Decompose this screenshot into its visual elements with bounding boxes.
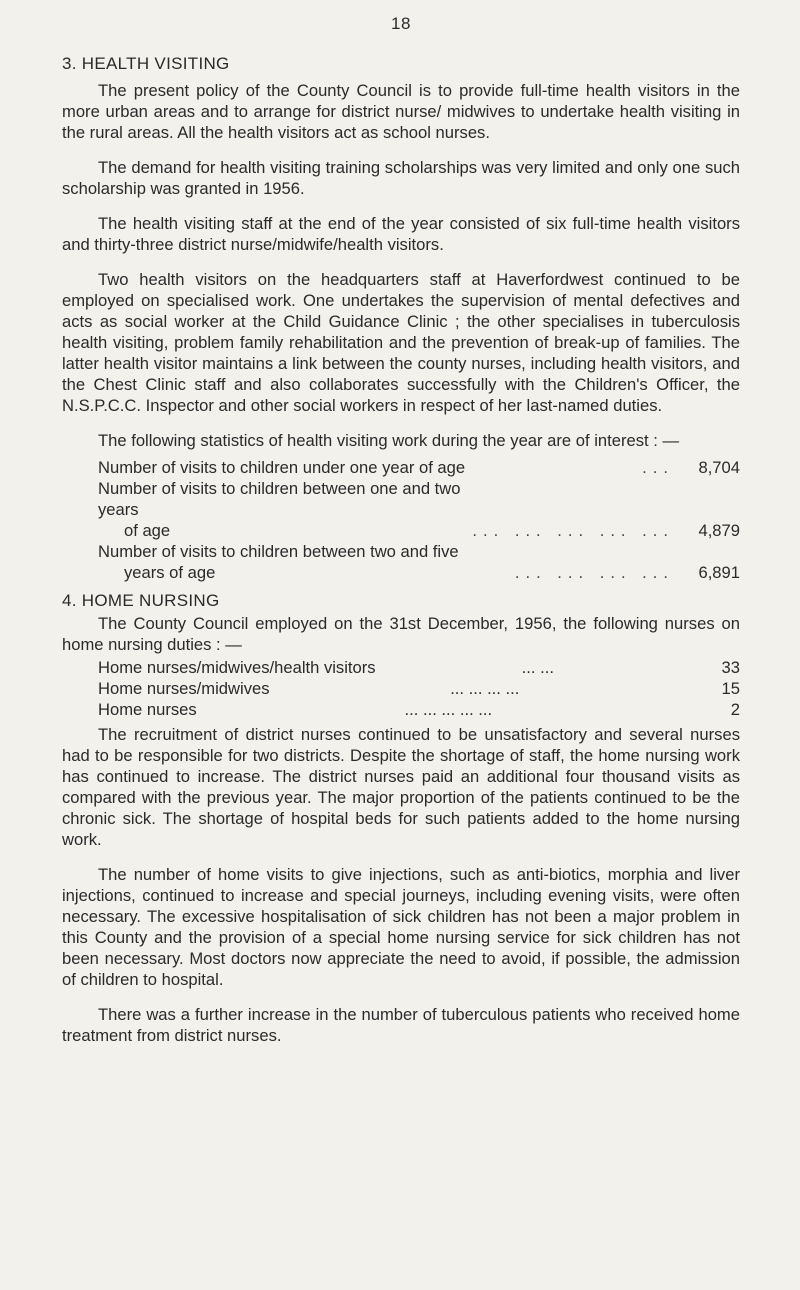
stat-value: 4,879: [698, 521, 740, 540]
stat-row: [62, 478, 740, 541]
stat-value: 6,891: [698, 563, 740, 582]
paragraph: Two health visitors on the headquarters staff at Haverfordwest continued to be employed on specialised work. One undertakes the supervision of mental defectives and acts as social worker at the Child Guidance Clinic ; the other specialises in tuberculosis health visiting, problem family rehabilitation and the prevention of break-up of families. The latter health visitor maintains a link between the county nurses, including health visitors, and the Chest Clinic staff and also collaborates successfully with the Children's Officer, the N.S.P.C.C. Inspector and other social workers in respect of her last-named duties.: [62, 270, 740, 415]
nurse-row: [62, 657, 740, 678]
dot-leader: ...: [642, 458, 674, 477]
stat-row: [62, 541, 740, 583]
nurse-row: [62, 678, 740, 699]
section-heading-home-nursing: 4. HOME NURSING: [62, 591, 220, 610]
stat-label: Number of visits to children between one and two years of age: [98, 479, 461, 540]
page-number: 18: [391, 14, 411, 33]
dot-leader: ... ...: [521, 658, 554, 677]
nurse-count: 33: [721, 658, 740, 677]
nurse-row: [62, 699, 740, 720]
paragraph: The present policy of the County Council is to provide full-time health visitors in the more urban areas and to arrange for district nurse/ midwives to undertake health visiting in the rural areas. All the health visitors act as school nurses.: [62, 81, 740, 142]
stat-value: 8,704: [698, 458, 740, 477]
nurse-count: 2: [730, 700, 740, 719]
stat-row: [62, 457, 740, 478]
section-heading-health-visiting: 3. HEALTH VISITING: [62, 54, 230, 73]
nurse-label: Home nurses: [98, 700, 197, 719]
dot-leader: ... ... ... ...: [450, 679, 520, 698]
nurse-count: 15: [721, 679, 740, 698]
nurse-label: Home nurses/midwives: [98, 679, 270, 698]
paragraph: The County Council employed on the 31st December, 1956, the following nurses on home nursing duties : —: [62, 614, 740, 654]
paragraph: The demand for health visiting training scholarships was very limited and only one such scholarship was granted in 1956.: [62, 158, 740, 198]
dot-leader: ... ... ... ... ...: [404, 700, 493, 719]
paragraph: There was a further increase in the number of tuberculous patients who received home treatment from district nurses.: [62, 1005, 740, 1045]
home-nursing-staff-list: [62, 657, 740, 720]
stat-label: Number of visits to children under one year of age: [98, 458, 466, 477]
dot-leader: ... ... ... ...: [514, 563, 674, 582]
dot-leader: ... ... ... ... ...: [472, 521, 674, 540]
stat-label: Number of visits to children between two and five years of age: [98, 542, 459, 582]
paragraph: The number of home visits to give injections, such as anti-biotics, morphia and liver injections, continued to increase and special journeys, including evening visits, were often necessary. The excessive hospitalisation of sick children has not been a major problem in this County and the provision of a special home nursing service for sick children has not been necessary. Most doctors now appreciate the need to avoid, if possible, the admission of children to hospital.: [62, 865, 740, 989]
paragraph: The recruitment of district nurses continued to be unsatisfactory and several nurses had to be responsible for two districts. Despite the shortage of staff, the home nursing work has continued to increase. The district nurses paid an additional four thousand visits as compared with the previous year. The major proportion of the patients continued to be the chronic sick. The shortage of hospital beds for such patients added to the home nursing work.: [62, 725, 740, 849]
nurse-label: Home nurses/midwives/health visitors: [98, 658, 376, 677]
paragraph: The health visiting staff at the end of the year consisted of six full-time health visitors and thirty-three district nurse/midwife/health visitors.: [62, 214, 740, 254]
health-visiting-statistics: [62, 457, 740, 583]
paragraph: The following statistics of health visiting work during the year are of interest : —: [98, 431, 680, 450]
